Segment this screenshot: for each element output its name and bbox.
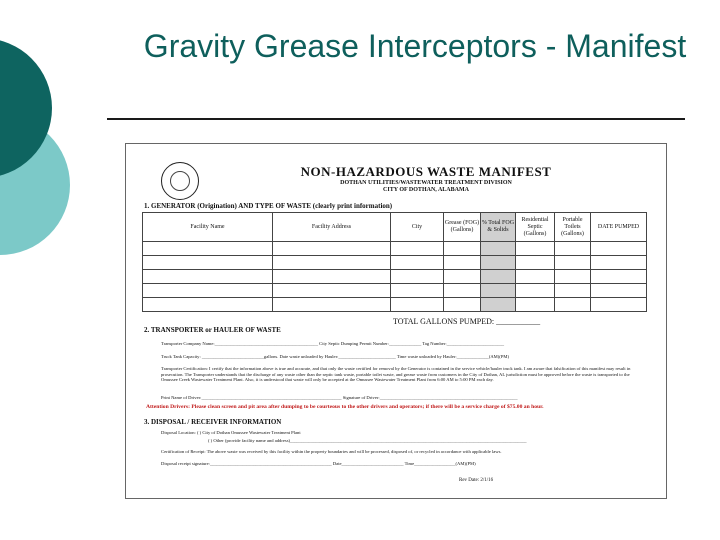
form-title: NON-HAZARDOUS WASTE MANIFEST [300,164,552,179]
form-header [246,164,606,194]
slide-title: Gravity Grease Interceptors - Manifest [143,28,687,64]
col-facility-address: Facility Address [273,213,391,242]
disposal-other-line: ( ) Other (provide facility name and address)_______________________________________________________________________________________________________ [208,438,527,443]
table-row [143,256,647,270]
table-row [143,242,647,256]
disposal-signature-line: Disposal receipt signature:_____________________________________________________ Date___________________________ Time__________________(AM)(PM) [161,461,476,466]
table-row [143,284,647,298]
col-percent-fog-solids: % Total FOG & Solids [481,213,516,242]
col-portable-toilets: Portable Toilets (Gallons) [555,213,591,242]
table-row [143,270,647,284]
col-city: City [391,213,444,242]
driver-name-line: Print Name of Driver:_____________________________________________________________ Signature of Driver:____________________________________________________________ [161,395,518,400]
title-divider [107,118,685,120]
form-subtitle-division: DOTHAN UTILITIES/WASTEWATER TREATMENT DIVISION [340,180,512,186]
section-3-heading: 3. DISPOSAL / RECEIVER INFORMATION [144,418,282,426]
table-header-row [143,213,647,242]
col-date-pumped: DATE PUMPED [591,213,647,242]
section-1-heading: 1. GENERATOR (Origination) AND TYPE OF WASTE (clearly print information) [144,202,393,210]
table-row [143,298,647,312]
disposal-location-line: Disposal Location: ( ) City of Dothan Omussee Wastewater Treatment Plant [161,430,301,435]
col-facility-name: Facility Name [143,213,273,242]
attention-drivers-notice: Attention Drivers: Please clean screen and pit area after dumping to be courteous to the other drivers and operators; if there will be a service charge of $75.00 an hour. [146,404,544,410]
decorative-circles [0,0,120,300]
revision-date: Rev Date: 2/1/16 [459,478,494,483]
certification-of-receipt: Certification of Receipt: The above waste was received by this facility within the property boundaries and will be processed, disposed of, or recycled in accordance with applicable laws. [161,449,502,454]
col-grease-fog: Grease (FOG) (Gallons) [444,213,481,242]
truck-tank-line: Truck Tank Capacity: ___________________________gallons. Date waste unloaded by Hauler:_________________________ Time waste unloaded by Hauler:______________(AM)(PM) [161,354,510,359]
form-subtitle-city: CITY OF DOTHAN, ALABAMA [383,187,469,193]
transporter-certification: Transporter Certification: I certify that the information above is true and accurate, and that only the waste certified for removal by the Generator is contained in the service vehicle/hauler truck tank. I am aware that falsification of this manifest may result in prosecution. The Transporter understands that the discharge of any waste other than the septic tank waste, portable toilet waste, and grease waste from customers in the City of Dothan, AL jurisdiction must be approved before the waste is transported to the Omussee Creek Wastewater Treatment Plant. Also, it is understood that waste will only be accepted at the Omussee Wastewater Treatment Plant from 6:00 AM to 5:00 PM each day. [161,366,631,382]
city-seal-logo [161,162,199,200]
section-2-heading: 2. TRANSPORTER or HAULER OF WASTE [144,326,281,334]
col-residential-septic: Residential Septic (Gallons) [516,213,555,242]
manifest-form-image [125,143,667,499]
generator-table [142,212,647,312]
total-gallons-pumped: TOTAL GALLONS PUMPED: ___________ [393,317,541,326]
transporter-company-line: Transporter Company Name:_____________________________________________ City Septic Dumping Permit Number:______________ Tag Number:_________________________ [161,341,505,346]
